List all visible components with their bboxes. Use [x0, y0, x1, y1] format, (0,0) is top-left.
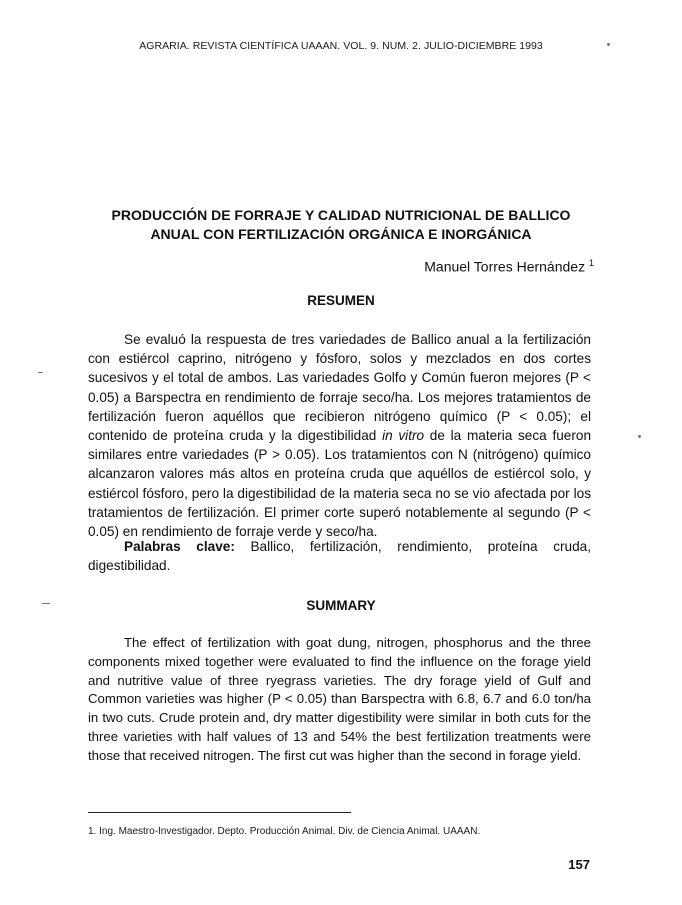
page-number: 157 [568, 857, 590, 872]
journal-header: AGRARIA. REVISTA CIENTÍFICA UAAAN. VOL. 9. NUM. 2. JULIO-DICIEMBRE 1993 [139, 40, 543, 52]
author-line [424, 258, 594, 275]
keywords-paragraph [88, 537, 591, 575]
author-footnote-marker: 1 [588, 258, 594, 268]
resumen-body [88, 330, 591, 541]
keywords-label: Palabras clave: [124, 539, 235, 554]
footnote-divider [88, 812, 351, 813]
resumen-heading: RESUMEN [307, 293, 375, 308]
summary-heading: SUMMARY [306, 598, 376, 613]
scan-speck [38, 372, 43, 373]
resumen-text-italic: in vitro [382, 428, 425, 444]
keywords-text: Ballico, fertilización, rendimiento, proteína cruda, digestibilidad. [88, 539, 592, 574]
title-line-2: ANUAL CON FERTILIZACIÓN ORGÁNICA E INORGÁNICA [150, 226, 532, 242]
title-line-1: PRODUCCIÓN DE FORRAJE Y CALIDAD NUTRICIONAL DE BALLICO [111, 207, 571, 223]
resumen-text-part1: Se evaluó la respuesta de tres variedades de Ballico anual a la fertilización con estiércol caprino, nitrógeno y fósforo, solos y mezclados en dos cortes sucesivos y el total de ambos. Las variedades Golfo y Común fueron mejores (P < 0.05) a Barspectra en rendimiento de forraje seco/ha. Los mejores tratamientos de fertilización fueron aquéllos que recibieron nitrógeno químico (P < 0.05); el contenido de proteína cruda y la digestibilidad [88, 332, 591, 444]
summary-body: The effect of fertilization with goat dung, nitrogen, phosphorus and the three components mixed together were evaluated to find the influence on the forage yield and nutritive value of three ryegrass varieties. The dry forage yield of Gulf and Common varieties was higher (P < 0.05) than Barspectra with 6.8, 6.7 and 6.0 ton/ha in two cuts. Crude protein and, dry matter digestibility were similar in both cuts for the three varieties with half values of 13 and 54% the best fertilization treatments were those that received nitrogen. The first cut was higher than the second in forage yield. [88, 635, 591, 763]
scan-speck [607, 43, 610, 46]
author-name: Manuel Torres Hernández [424, 258, 586, 275]
resumen-text-part2: de la materia seca fueron similares entre variedades (P > 0.05). Los tratamientos con N (nitrógeno) químico alcanzaron valores más altos en proteína cruda que aquéllos de estiércol solo, y estiércol fósforo, pero la digestibilidad de la materia seca no se vio afectada por los tratamientos de fertilización. El primer corte superó notablemente al segundo (P < 0.05) en rendimiento de forraje verde y seco/ha. [88, 428, 592, 540]
scan-speck [638, 435, 641, 438]
footnote: 1. Ing. Maestro-Investigador. Depto. Producción Animal. Div. de Ciencia Animal. UAAAN. [88, 826, 481, 837]
article-title [60, 206, 622, 244]
